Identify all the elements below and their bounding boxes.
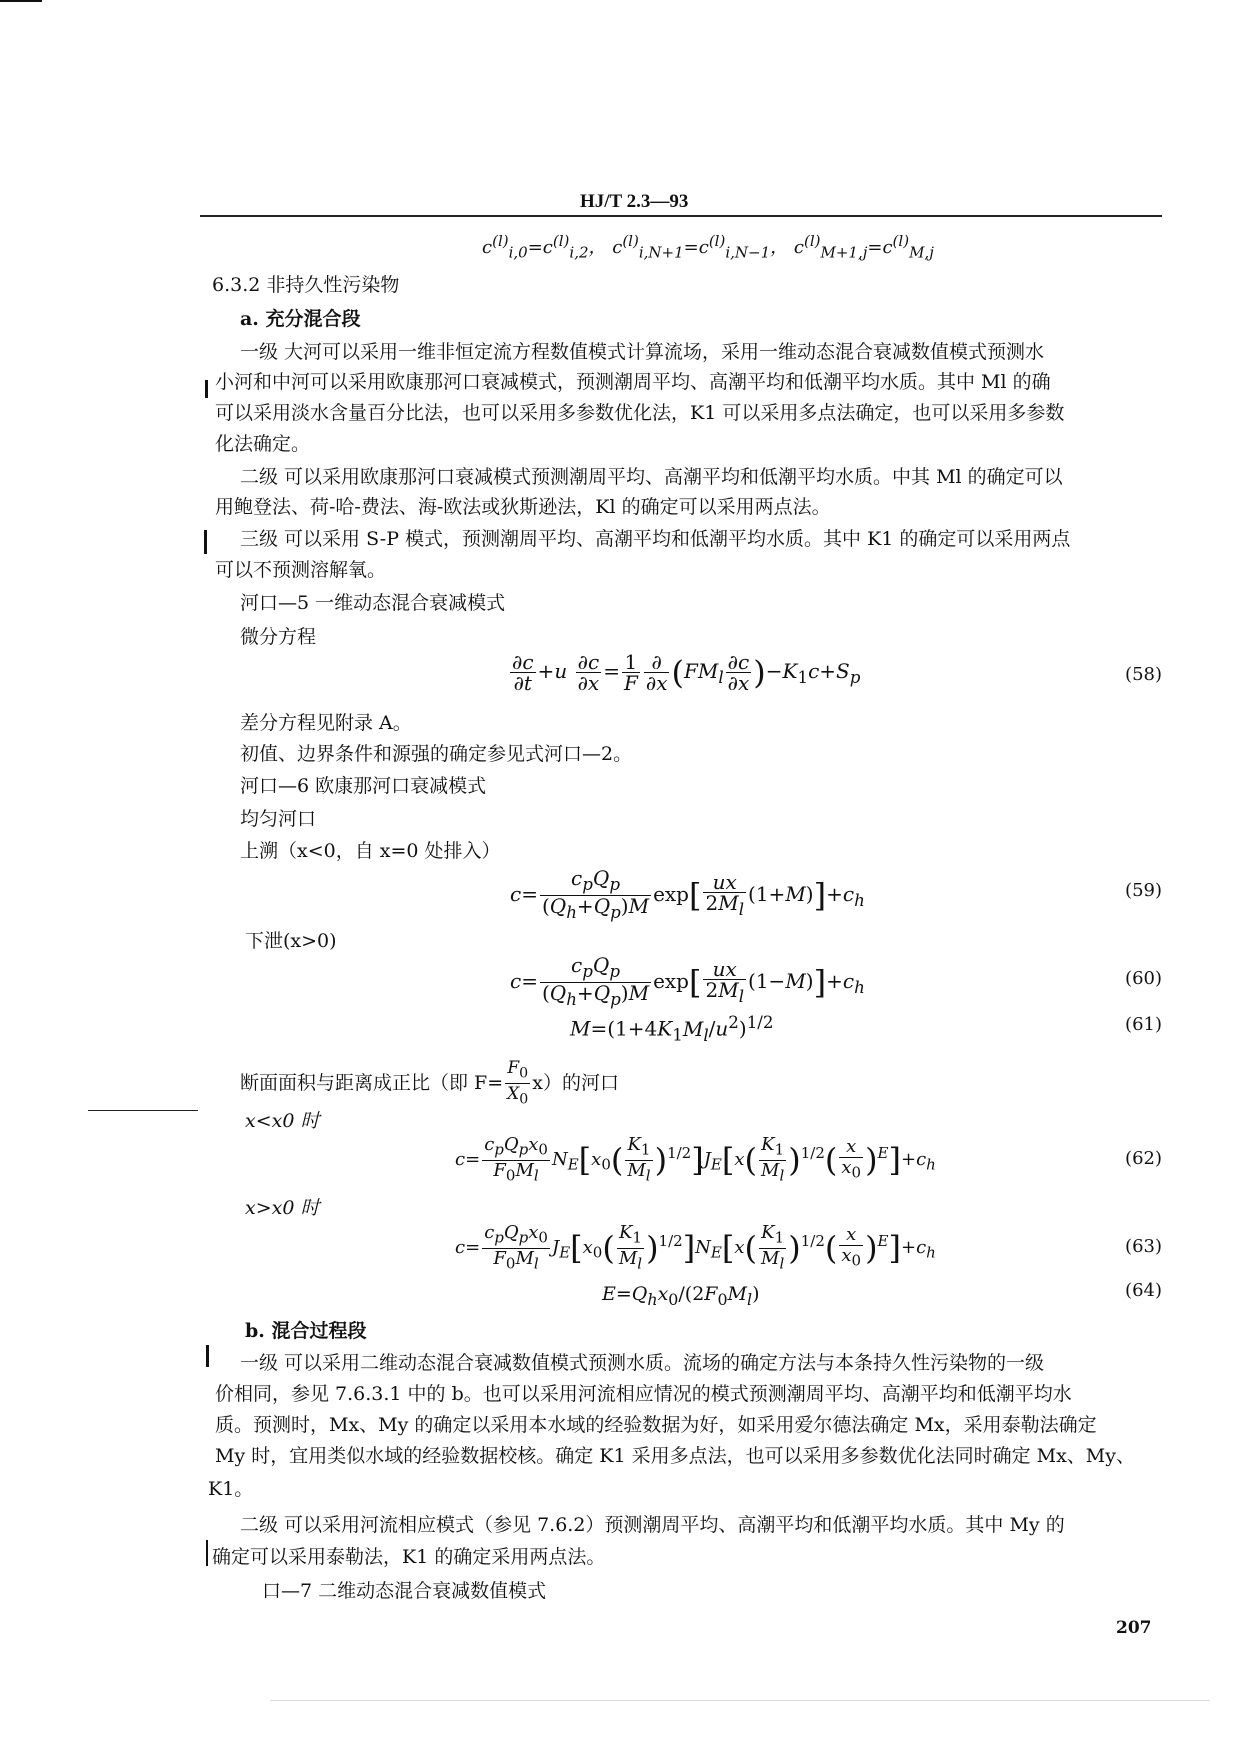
b-level1-line-2: 价相同，参见 7.6.3.1 中的 b。也可以采用河流相应情况的模式预测潮周平均、高潮平均和低潮平均水 [215,1383,1072,1405]
subsection-a-title: a. 充分混合段 [240,308,361,330]
a-level1-line-4: 化法确定。 [215,433,311,455]
eq64-number: (64) [1125,1280,1162,1301]
header-rule [200,215,1162,217]
equation-59: c= $\frac{c_pQ_p}{(Q_h+Q_p)M}$ exp[ $\frac{ux}{2M_l}$ $(1+M)]+c_h$ [510,866,865,922]
area-prop-tail: x）的河口 [532,1071,619,1094]
cond-x-greater: x>x0 时 [245,1197,320,1219]
scan-edge-mark [204,530,207,554]
diff-note: 差分方程见附录 A。 [240,712,412,734]
eq60-number: (60) [1125,968,1162,989]
scan-edge-mark [206,1540,208,1566]
a-level3-line-1: 三级 可以采用 S-P 模式，预测潮周平均、高潮平均和低潮平均水质。其中 K1 的确定可以采用两点 [240,528,1071,550]
area-prop-line: 断面面积与距离成正比（即 F= $\frac{F_0}{X_0}$ x）的河口 [240,1058,619,1108]
equation-58: $\frac{\partial c}{\partial t}$ +u $\frac{\partial c}{\partial x}$ = $\frac{1}{F}$ $\frac{\partial}{\partial x}$ ($FM_l$ $\frac{\partial c}{\partial x}$ )$-K_1c+S_p$ [512,650,861,695]
bottom-faint-rule [270,1700,1210,1701]
area-prop-text: 断面面积与距离成正比（即 F= [240,1071,504,1094]
eq59-number: (59) [1125,880,1162,901]
section-heading: 6.3.2 非持久性污染物 [212,274,400,296]
init-note: 初值、边界条件和源强的确定参见式河口—2。 [240,743,633,765]
a-level3-line-2: 可以不预测溶解氧。 [215,559,387,581]
equation-62: c= $\frac{c_pQ_px_0}{F_0M_l}$ $N_E[x_0$( $\frac{K_1}{M_l}$ )$^{1/2}]J_E[x$( $\frac{K_1}{M_l}$ )$^{1/2}$( $\frac{x}{x_0}$ )$^E]+c_h$ [455,1134,936,1185]
eq63-number: (63) [1125,1236,1162,1257]
a-level2-line-1: 二级 可以采用欧康那河口衰减模式预测潮周平均、高潮平均和低潮平均水质。中其 Ml 的确定可以 [240,466,1063,488]
diff-eq-label: 微分方程 [240,626,317,648]
uniform-estuary: 均匀河口 [240,808,317,830]
a-level1-line-1: 一级 大河可以采用一维非恒定流方程数值模式计算流场，采用一维动态混合衰减数值模式预测水 [240,341,1045,363]
b-level1-line-1: 一级 可以采用二维动态混合衰减数值模式预测水质。流场的确定方法与本条持久性污染物的一级 [240,1352,1045,1374]
equation-64: $E=Q_hx_0/(2F_0M_l)$ [602,1283,760,1309]
downstream-label: 下泄(x>0) [245,930,337,952]
a-level1-line-3: 可以采用淡水含量百分比法，也可以采用多参数优化法，K1 可以采用多点法确定，也可以采用多参数 [215,402,1065,424]
equation-61: $M=(1+4K_1M_l/u^2)^{1/2}$ [570,1013,774,1045]
eq58-number: (58) [1125,664,1162,685]
scan-edge-mark [205,380,208,398]
b-level1-line-3: 质。预测时，Mx、My 的确定以采用本水域的经验数据为好，如采用爱尔德法确定 Mx，采用泰勒法确定 [215,1414,1097,1436]
model6-title: 河口—6 欧康那河口衰减模式 [240,775,487,797]
a-level1-line-2: 小河和中河可以采用欧康那河口衰减模式，预测潮周平均、高潮平均和低潮平均水质。其中 Ml 的确 [215,371,1051,393]
subsection-b-title: b. 混合过程段 [245,1320,367,1342]
b-level1-line-5: K1。 [208,1478,254,1500]
scan-edge-mark [206,1345,209,1367]
upstream-label: 上溯（x<0，自 x=0 处排入） [240,840,501,862]
boundary-condition-line: $c^{(l)}_{i,0}=c^{(l)}_{i,2}$， $c^{(l)}_{i,N+1}=c^{(l)}_{i,N-1}$， $c^{(l)}_{M+1,j}=c^{(l)}_{M,j}$ [482,232,934,262]
model5-title: 河口—5 一维动态混合衰减模式 [240,592,506,614]
cond-x-less: x<x0 时 [245,1110,320,1132]
standard-code: HJ/T 2.3—93 [580,191,689,212]
equation-60: c= $\frac{c_pQ_p}{(Q_h+Q_p)M}$ exp[ $\frac{ux}{2M_l}$ $(1-M)]+c_h$ [510,953,865,1009]
eq61-number: (61) [1125,1014,1162,1035]
equation-63: c= $\frac{c_pQ_px_0}{F_0M_l}$ $J_E[x_0$( $\frac{K_1}{M_l}$ )$^{1/2}]N_E[x$( $\frac{K_1}{M_l}$ )$^{1/2}$( $\frac{x}{x_0}$ )$^E]+c_h$ [455,1222,936,1273]
a-level2-line-2: 用鲍登法、荷-哈-费法、海-欧法或狄斯逊法，Kl 的确定可以采用两点法。 [215,496,831,518]
b-level2-line-1: 二级 可以采用河流相应模式（参见 7.6.2）预测潮周平均、高潮平均和低潮平均水质。其中 My 的 [240,1514,1065,1536]
eq62-number: (62) [1125,1148,1162,1169]
page-number: 207 [1116,1618,1152,1638]
model7-title: 口—7 二维动态混合衰减数值模式 [262,1580,547,1602]
margin-rule [88,1110,198,1111]
b-level1-line-4: My 时，宜用类似水域的经验数据校核。确定 K1 采用多点法，也可以采用多参数优化法同时确定 Mx、My、 [215,1445,1135,1467]
top-left-mark [0,0,42,2]
b-level2-line-2: 确定可以采用泰勒法，K1 的确定采用两点法。 [212,1546,606,1568]
